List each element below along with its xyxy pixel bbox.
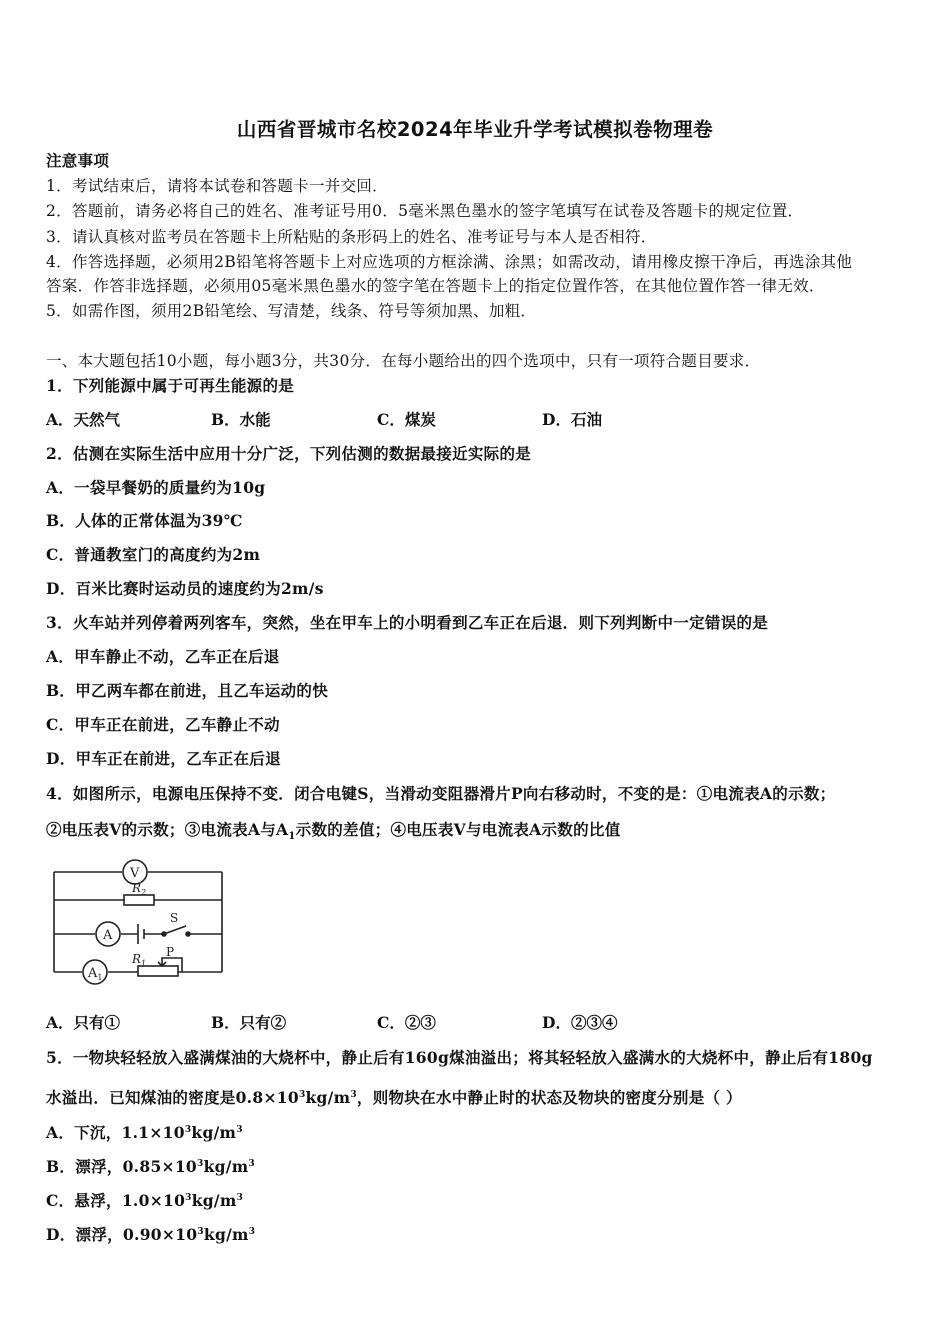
battery-icon — [138, 924, 144, 944]
notice-item: 答案．作答非选择题，必须用05毫米黑色墨水的签字笔在答题卡上的指定位置作答，在其他位置作答一律无效． — [46, 277, 825, 295]
option-c: C．②③ — [377, 1013, 436, 1032]
question-4-stem-line2: ②电压表V的示数；③电流表A与$A_1$示数的差值；④电压表V与电流表A示数的比值 — [46, 820, 621, 843]
option-a: A．甲车静止不动，乙车正在后退 — [46, 647, 280, 666]
option-a: A．一袋早餐奶的质量约为10g — [46, 478, 266, 497]
notice-heading: 注意事项 — [46, 151, 110, 170]
question-4-stem-line1: 4．如图所示，电源电压保持不变．闭合电键S，当滑动变阻器滑片P向右移动时，不变的是：①电流表A的示数； — [46, 784, 836, 803]
option-d: D．漂浮，$0.90\times 10^3kg/m^3$ — [46, 1225, 256, 1245]
question-5-stem-line1: 5．一物块轻轻放入盛满煤油的大烧杯中，静止后有160g煤油溢出；将其轻轻放入盛满水的大烧杯中，静止后有180g — [46, 1048, 873, 1067]
resistor-r2-icon — [124, 895, 154, 905]
section-heading: 一、本大题包括10小题，每小题3分，共30分．在每小题给出的四个选项中，只有一项符合题目要求． — [46, 352, 761, 370]
option-b: B．只有② — [211, 1013, 287, 1032]
question-5-stem-line2: 水溢出．已知煤油的密度是$0.8\times 10^3kg/m^3$，则物块在水中静止时的状态及物块的密度分别是（ ） — [46, 1088, 742, 1108]
notice-item: 5．如需作图，须用2B铅笔绘、写清楚，线条、符号等须加黑、加粗． — [46, 302, 537, 320]
option-c: C．甲车正在前进，乙车静止不动 — [46, 715, 280, 734]
ammeter-label: A — [103, 928, 113, 943]
option-c: C．煤炭 — [377, 410, 436, 429]
option-a: A．只有① — [46, 1013, 121, 1032]
notice-item: 3．请认真核对监考员在答题卡上所粘贴的条形码上的姓名、准考证号与本人是否相符． — [46, 228, 657, 246]
question-1-stem: 1．下列能源中属于可再生能源的是 — [46, 376, 295, 395]
option-c: C．悬浮，$1.0\times 10^3kg/m^3$ — [46, 1191, 244, 1211]
switch-icon — [164, 926, 186, 934]
option-b: B．人体的正常体温为39℃ — [46, 511, 243, 530]
option-b: B．水能 — [211, 410, 271, 429]
question-1-options — [46, 410, 906, 430]
r2-label: $R_2$ — [132, 881, 147, 897]
voltmeter-label: V — [130, 866, 140, 881]
ammeter-a1-label: $A_1$ — [88, 966, 103, 982]
switch-label: S — [170, 911, 179, 925]
notice-item: 1．考试结束后，请将本试卷和答题卡一并交回． — [46, 177, 388, 195]
notice-item: 2．答题前，请务必将自己的姓名、准考证号用0．5毫米黑色墨水的签字笔填写在试卷及答题卡的规定位置． — [46, 202, 804, 220]
question-3-stem: 3．火车站并列停着两列客车，突然，坐在甲车上的小明看到乙车正在后退．则下列判断中一定错误的是 — [46, 613, 769, 632]
circuit-diagram — [46, 852, 236, 987]
option-d: D．甲车正在前进，乙车正在后退 — [46, 749, 281, 768]
question-2-stem: 2．估测在实际生活中应用十分广泛，下列估测的数据最接近实际的是 — [46, 444, 532, 463]
question-4-options — [46, 1013, 906, 1033]
option-c: C．普通教室门的高度约为2m — [46, 545, 261, 564]
notice-item: 4．作答选择题，必须用2B铅笔将答题卡上对应选项的方框涂满、涂黑；如需改动，请用橡皮擦干净后，再选涂其他 — [46, 253, 853, 271]
option-a: A．下沉，$1.1\times 10^3kg/m^3$ — [46, 1123, 243, 1143]
option-d: D．石油 — [542, 410, 602, 429]
r1-label: $R_1$ — [132, 952, 147, 968]
slider-label: P — [166, 945, 175, 959]
page-title: 山西省晋城市名校2024年毕业升学考试模拟卷物理卷 — [236, 118, 714, 141]
option-b: B．漂浮，$0.85\times 10^3kg/m^3$ — [46, 1157, 255, 1177]
option-d: D．②③④ — [542, 1013, 618, 1032]
option-d: D．百米比赛时运动员的速度约为2m/s — [46, 579, 324, 598]
slider-p-icon — [162, 958, 182, 972]
option-b: B．甲乙两车都在前进，且乙车运动的快 — [46, 681, 329, 700]
option-a: A．天然气 — [46, 410, 121, 429]
